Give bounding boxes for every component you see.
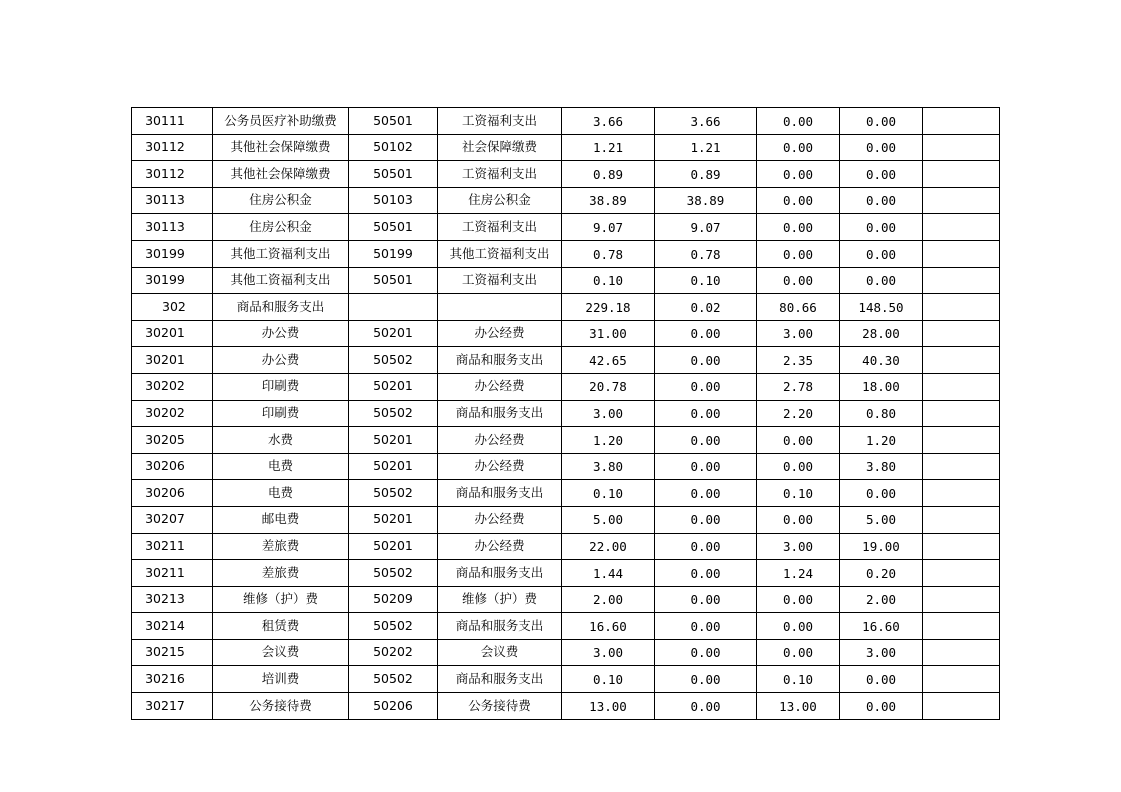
economic-code-cell: 50501: [349, 267, 438, 294]
table-row: [132, 187, 1000, 214]
remark-cell: [923, 560, 1000, 587]
economic-code-cell: 50502: [349, 400, 438, 427]
total-amount-cell: 38.89: [562, 187, 655, 214]
economic-name-cell: 办公经费: [438, 453, 562, 480]
project-amount-cell: 40.30: [840, 347, 923, 374]
subject-code-cell: 30199: [132, 240, 213, 267]
project-amount-cell: 0.00: [840, 161, 923, 188]
personnel-amount-cell: 0.00: [655, 480, 757, 507]
public-amount-cell: 0.00: [757, 427, 840, 454]
total-amount-cell: 3.00: [562, 639, 655, 666]
subject-code-cell: 30199: [132, 267, 213, 294]
personnel-amount-cell: 0.10: [655, 267, 757, 294]
economic-name-cell: 工资福利支出: [438, 161, 562, 188]
economic-code-cell: 50501: [349, 108, 438, 135]
public-amount-cell: 0.00: [757, 506, 840, 533]
subject-code-cell: 30111: [132, 108, 213, 135]
public-amount-cell: 0.00: [757, 586, 840, 613]
subject-name-cell: 差旅费: [213, 560, 349, 587]
total-amount-cell: 3.66: [562, 108, 655, 135]
project-amount-cell: 0.00: [840, 214, 923, 241]
economic-name-cell: 公务接待费: [438, 693, 562, 720]
economic-name-cell: 商品和服务支出: [438, 613, 562, 640]
personnel-amount-cell: 0.00: [655, 693, 757, 720]
subject-name-cell: 印刷费: [213, 400, 349, 427]
subject-name-cell: 印刷费: [213, 373, 349, 400]
personnel-amount-cell: 0.02: [655, 294, 757, 321]
subject-code-cell: 30201: [132, 347, 213, 374]
remark-cell: [923, 187, 1000, 214]
public-amount-cell: 0.00: [757, 613, 840, 640]
economic-code-cell: 50209: [349, 586, 438, 613]
table-row: [132, 267, 1000, 294]
subject-name-cell: 差旅费: [213, 533, 349, 560]
subject-code-cell: 30215: [132, 639, 213, 666]
total-amount-cell: 3.00: [562, 400, 655, 427]
economic-code-cell: 50502: [349, 480, 438, 507]
total-amount-cell: 16.60: [562, 613, 655, 640]
total-amount-cell: 42.65: [562, 347, 655, 374]
remark-cell: [923, 108, 1000, 135]
public-amount-cell: 0.00: [757, 214, 840, 241]
personnel-amount-cell: 38.89: [655, 187, 757, 214]
subject-name-cell: 维修（护）费: [213, 586, 349, 613]
economic-code-cell: 50103: [349, 187, 438, 214]
remark-cell: [923, 693, 1000, 720]
project-amount-cell: 28.00: [840, 320, 923, 347]
total-amount-cell: 22.00: [562, 533, 655, 560]
remark-cell: [923, 347, 1000, 374]
project-amount-cell: 0.20: [840, 560, 923, 587]
economic-code-cell: [349, 294, 438, 321]
public-amount-cell: 0.10: [757, 480, 840, 507]
subject-name-cell: 电费: [213, 480, 349, 507]
project-amount-cell: 16.60: [840, 613, 923, 640]
economic-code-cell: 50502: [349, 666, 438, 693]
personnel-amount-cell: 0.00: [655, 347, 757, 374]
subject-code-cell: 30202: [132, 373, 213, 400]
table-row: [132, 533, 1000, 560]
subject-name-cell: 租赁费: [213, 613, 349, 640]
subject-name-cell: 商品和服务支出: [213, 294, 349, 321]
remark-cell: [923, 400, 1000, 427]
subject-name-cell: 住房公积金: [213, 187, 349, 214]
budget-expenditure-table: [131, 107, 1000, 720]
personnel-amount-cell: 0.00: [655, 666, 757, 693]
personnel-amount-cell: 0.00: [655, 400, 757, 427]
subject-code-cell: 30207: [132, 506, 213, 533]
public-amount-cell: 2.78: [757, 373, 840, 400]
subject-name-cell: 邮电费: [213, 506, 349, 533]
remark-cell: [923, 586, 1000, 613]
total-amount-cell: 0.10: [562, 480, 655, 507]
subject-code-cell: 30112: [132, 161, 213, 188]
public-amount-cell: 2.35: [757, 347, 840, 374]
personnel-amount-cell: 0.00: [655, 427, 757, 454]
economic-code-cell: 50501: [349, 214, 438, 241]
public-amount-cell: 3.00: [757, 320, 840, 347]
subject-code-cell: 30214: [132, 613, 213, 640]
public-amount-cell: 0.00: [757, 639, 840, 666]
personnel-amount-cell: 3.66: [655, 108, 757, 135]
personnel-amount-cell: 0.78: [655, 240, 757, 267]
economic-name-cell: [438, 294, 562, 321]
project-amount-cell: 3.80: [840, 453, 923, 480]
project-amount-cell: 0.00: [840, 480, 923, 507]
economic-name-cell: 商品和服务支出: [438, 400, 562, 427]
economic-name-cell: 商品和服务支出: [438, 560, 562, 587]
public-amount-cell: 3.00: [757, 533, 840, 560]
subject-name-cell: 培训费: [213, 666, 349, 693]
subject-name-cell: 办公费: [213, 347, 349, 374]
economic-name-cell: 办公经费: [438, 427, 562, 454]
table-row: [132, 240, 1000, 267]
subject-name-cell: 其他工资福利支出: [213, 240, 349, 267]
project-amount-cell: 18.00: [840, 373, 923, 400]
table-row: [132, 453, 1000, 480]
personnel-amount-cell: 0.00: [655, 320, 757, 347]
table-row: [132, 427, 1000, 454]
economic-name-cell: 会议费: [438, 639, 562, 666]
total-amount-cell: 0.89: [562, 161, 655, 188]
economic-code-cell: 50201: [349, 506, 438, 533]
project-amount-cell: 3.00: [840, 639, 923, 666]
public-amount-cell: 0.00: [757, 161, 840, 188]
subject-name-cell: 水费: [213, 427, 349, 454]
total-amount-cell: 20.78: [562, 373, 655, 400]
table-row: [132, 586, 1000, 613]
subject-name-cell: 其他社会保障缴费: [213, 134, 349, 161]
subject-code-cell: 30112: [132, 134, 213, 161]
subject-code-cell: 30201: [132, 320, 213, 347]
personnel-amount-cell: 0.00: [655, 533, 757, 560]
subject-code-cell: 30213: [132, 586, 213, 613]
personnel-amount-cell: 9.07: [655, 214, 757, 241]
total-amount-cell: 3.80: [562, 453, 655, 480]
remark-cell: [923, 294, 1000, 321]
economic-code-cell: 50202: [349, 639, 438, 666]
table-row: [132, 480, 1000, 507]
project-amount-cell: 0.00: [840, 267, 923, 294]
project-amount-cell: 0.80: [840, 400, 923, 427]
total-amount-cell: 0.10: [562, 666, 655, 693]
subject-code-cell: 30205: [132, 427, 213, 454]
economic-code-cell: 50502: [349, 613, 438, 640]
project-amount-cell: 5.00: [840, 506, 923, 533]
economic-name-cell: 商品和服务支出: [438, 666, 562, 693]
public-amount-cell: 0.00: [757, 453, 840, 480]
personnel-amount-cell: 1.21: [655, 134, 757, 161]
remark-cell: [923, 320, 1000, 347]
economic-code-cell: 50201: [349, 373, 438, 400]
personnel-amount-cell: 0.00: [655, 613, 757, 640]
economic-code-cell: 50102: [349, 134, 438, 161]
table-row: [132, 108, 1000, 135]
public-amount-cell: 0.00: [757, 187, 840, 214]
total-amount-cell: 1.20: [562, 427, 655, 454]
economic-code-cell: 50501: [349, 161, 438, 188]
table-row: [132, 693, 1000, 720]
subject-code-cell: 30211: [132, 533, 213, 560]
economic-name-cell: 社会保障缴费: [438, 134, 562, 161]
public-amount-cell: 2.20: [757, 400, 840, 427]
economic-name-cell: 办公经费: [438, 533, 562, 560]
subject-code-cell: 30216: [132, 666, 213, 693]
subject-code-cell: 30206: [132, 480, 213, 507]
table-row: [132, 320, 1000, 347]
economic-code-cell: 50206: [349, 693, 438, 720]
subject-name-cell: 办公费: [213, 320, 349, 347]
economic-name-cell: 工资福利支出: [438, 267, 562, 294]
remark-cell: [923, 240, 1000, 267]
economic-name-cell: 商品和服务支出: [438, 347, 562, 374]
project-amount-cell: 0.00: [840, 134, 923, 161]
project-amount-cell: 0.00: [840, 693, 923, 720]
personnel-amount-cell: 0.00: [655, 639, 757, 666]
economic-code-cell: 50201: [349, 427, 438, 454]
economic-code-cell: 50502: [349, 560, 438, 587]
subject-code-cell: 30202: [132, 400, 213, 427]
economic-name-cell: 维修（护）费: [438, 586, 562, 613]
personnel-amount-cell: 0.00: [655, 586, 757, 613]
table-row: [132, 400, 1000, 427]
subject-code-cell: 30206: [132, 453, 213, 480]
project-amount-cell: 1.20: [840, 427, 923, 454]
remark-cell: [923, 480, 1000, 507]
subject-code-cell: 302: [132, 294, 213, 321]
remark-cell: [923, 134, 1000, 161]
remark-cell: [923, 161, 1000, 188]
table-row: [132, 161, 1000, 188]
economic-name-cell: 其他工资福利支出: [438, 240, 562, 267]
total-amount-cell: 0.78: [562, 240, 655, 267]
economic-code-cell: 50199: [349, 240, 438, 267]
remark-cell: [923, 453, 1000, 480]
table-row: [132, 506, 1000, 533]
total-amount-cell: 31.00: [562, 320, 655, 347]
total-amount-cell: 0.10: [562, 267, 655, 294]
subject-name-cell: 公务接待费: [213, 693, 349, 720]
table-row: [132, 639, 1000, 666]
economic-code-cell: 50201: [349, 453, 438, 480]
project-amount-cell: 19.00: [840, 533, 923, 560]
economic-name-cell: 工资福利支出: [438, 214, 562, 241]
project-amount-cell: 148.50: [840, 294, 923, 321]
total-amount-cell: 5.00: [562, 506, 655, 533]
subject-code-cell: 30113: [132, 214, 213, 241]
subject-code-cell: 30217: [132, 693, 213, 720]
public-amount-cell: 13.00: [757, 693, 840, 720]
public-amount-cell: 0.10: [757, 666, 840, 693]
table-row: [132, 560, 1000, 587]
economic-code-cell: 50201: [349, 320, 438, 347]
economic-name-cell: 工资福利支出: [438, 108, 562, 135]
subject-name-cell: 电费: [213, 453, 349, 480]
table-row: [132, 613, 1000, 640]
total-amount-cell: 9.07: [562, 214, 655, 241]
project-amount-cell: 0.00: [840, 666, 923, 693]
table-row: [132, 134, 1000, 161]
subject-name-cell: 其他工资福利支出: [213, 267, 349, 294]
project-amount-cell: 0.00: [840, 240, 923, 267]
subject-code-cell: 30211: [132, 560, 213, 587]
table-row: [132, 294, 1000, 321]
total-amount-cell: 2.00: [562, 586, 655, 613]
project-amount-cell: 0.00: [840, 108, 923, 135]
table-row: [132, 666, 1000, 693]
table-body: [132, 108, 1000, 720]
remark-cell: [923, 267, 1000, 294]
project-amount-cell: 0.00: [840, 187, 923, 214]
remark-cell: [923, 533, 1000, 560]
personnel-amount-cell: 0.00: [655, 506, 757, 533]
public-amount-cell: 0.00: [757, 108, 840, 135]
subject-name-cell: 其他社会保障缴费: [213, 161, 349, 188]
remark-cell: [923, 666, 1000, 693]
public-amount-cell: 1.24: [757, 560, 840, 587]
personnel-amount-cell: 0.00: [655, 453, 757, 480]
subject-name-cell: 会议费: [213, 639, 349, 666]
remark-cell: [923, 373, 1000, 400]
economic-name-cell: 办公经费: [438, 373, 562, 400]
public-amount-cell: 80.66: [757, 294, 840, 321]
public-amount-cell: 0.00: [757, 134, 840, 161]
table-row: [132, 214, 1000, 241]
economic-name-cell: 住房公积金: [438, 187, 562, 214]
total-amount-cell: 229.18: [562, 294, 655, 321]
remark-cell: [923, 613, 1000, 640]
table-row: [132, 347, 1000, 374]
total-amount-cell: 1.44: [562, 560, 655, 587]
total-amount-cell: 13.00: [562, 693, 655, 720]
total-amount-cell: 1.21: [562, 134, 655, 161]
remark-cell: [923, 639, 1000, 666]
remark-cell: [923, 506, 1000, 533]
personnel-amount-cell: 0.00: [655, 373, 757, 400]
remark-cell: [923, 214, 1000, 241]
economic-name-cell: 办公经费: [438, 506, 562, 533]
table-row: [132, 373, 1000, 400]
subject-name-cell: 公务员医疗补助缴费: [213, 108, 349, 135]
public-amount-cell: 0.00: [757, 267, 840, 294]
personnel-amount-cell: 0.00: [655, 560, 757, 587]
subject-code-cell: 30113: [132, 187, 213, 214]
economic-name-cell: 商品和服务支出: [438, 480, 562, 507]
project-amount-cell: 2.00: [840, 586, 923, 613]
public-amount-cell: 0.00: [757, 240, 840, 267]
subject-name-cell: 住房公积金: [213, 214, 349, 241]
economic-code-cell: 50502: [349, 347, 438, 374]
remark-cell: [923, 427, 1000, 454]
personnel-amount-cell: 0.89: [655, 161, 757, 188]
economic-code-cell: 50201: [349, 533, 438, 560]
economic-name-cell: 办公经费: [438, 320, 562, 347]
